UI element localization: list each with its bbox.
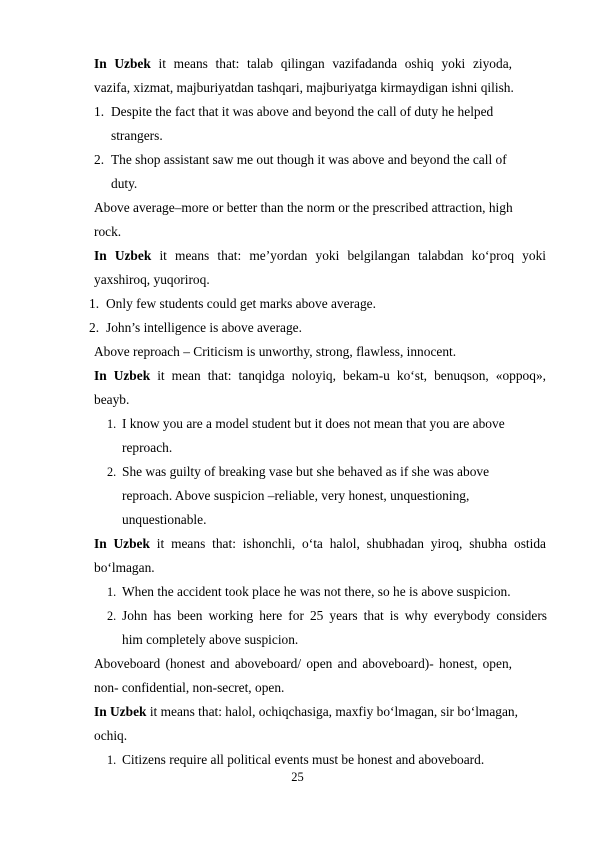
- list-item-text: The shop assistant saw me out though it was above and beyond the call of: [111, 152, 507, 167]
- paragraph-line: non- confidential, non-secret, open.: [94, 680, 285, 695]
- list-item-text: She was guilty of breaking vase but she behaved as if she was above: [122, 464, 490, 479]
- list-item-text: John has been working here for 25 years that is why everybody considers: [122, 608, 547, 623]
- list-item-text: When the accident took place he was not there, so he is above suspicion.: [122, 584, 511, 599]
- paragraph-text: it means that: ishonchli, o‘ta halol, shubhadan yiroq, shubha ostida: [149, 536, 546, 551]
- paragraph-text: it means that: me’yordan yoki belgilangan talabdan ko‘proq yoki: [151, 248, 546, 263]
- list-item-text: unquestionable.: [122, 512, 207, 527]
- list-item-text: duty.: [111, 176, 138, 191]
- paragraph-line: rock.: [94, 224, 122, 239]
- list-item-text: John’s intelligence is above average.: [106, 320, 302, 335]
- list-number: 1.: [94, 104, 105, 119]
- paragraph-line: ochiq.: [94, 728, 128, 743]
- paragraph-line: [94, 248, 546, 264]
- list-item-text: I know you are a model student but it does not mean that you are above: [122, 416, 505, 431]
- paragraph-text: it mean that: tanqidga noloyiq, bekam-u ko‘st, benuqson, «oppoq»,: [150, 368, 546, 383]
- paragraph-line: [94, 536, 546, 552]
- list-item-text: reproach. Above suspicion –reliable, very honest, unquestioning,: [122, 488, 470, 503]
- in-uzbek-label: In Uzbek: [94, 368, 151, 383]
- list-item-text: strangers.: [111, 128, 163, 143]
- in-uzbek-label: In Uzbek: [94, 536, 150, 551]
- list-number: 1.: [107, 417, 117, 431]
- list-number: 2.: [107, 609, 117, 623]
- list-item-text: Citizens require all political events must be honest and aboveboard.: [122, 752, 485, 767]
- paragraph-line: [94, 368, 546, 384]
- paragraph-line: Above reproach – Criticism is unworthy, strong, flawless, innocent.: [94, 344, 457, 359]
- list-item-text: reproach.: [122, 440, 173, 455]
- list-number: 2.: [89, 320, 100, 335]
- list-item-text: Despite the fact that it was above and beyond the call of duty he helped: [111, 104, 494, 119]
- list-item-text: Only few students could get marks above average.: [106, 296, 376, 311]
- list-number: 2.: [94, 152, 105, 167]
- list-item-text: him completely above suspicion.: [122, 632, 299, 647]
- paragraph-line: yaxshiroq, yuqoriroq.: [94, 272, 210, 287]
- page-number: 25: [291, 770, 304, 784]
- paragraph-text: it means that: talab qilingan vazifadanda oshiq yoki ziyoda,: [150, 56, 512, 71]
- paragraph-line: Aboveboard (honest and aboveboard/ open and aboveboard)- honest, open,: [94, 656, 512, 671]
- in-uzbek-label: In Uzbek: [94, 56, 151, 71]
- list-number: 1.: [89, 296, 100, 311]
- in-uzbek-label: In Uzbek: [94, 704, 147, 719]
- paragraph-line: [94, 56, 512, 72]
- paragraph-line: Above average–more or better than the norm or the prescribed attraction, high: [94, 200, 513, 215]
- paragraph-line: vazifa, xizmat, majburiyatdan tashqari, majburiyatga kirmaydigan ishni qilish.: [94, 80, 514, 95]
- in-uzbek-label: In Uzbek: [94, 248, 152, 263]
- list-number: 2.: [107, 465, 117, 479]
- paragraph-line: beayb.: [94, 392, 130, 407]
- paragraph-line: [94, 704, 518, 720]
- list-number: 1.: [107, 585, 117, 599]
- paragraph-line: bo‘lmagan.: [94, 560, 155, 575]
- list-number: 1.: [107, 753, 117, 767]
- paragraph-text: it means that: halol, ochiqchasiga, maxfiy bo‘lmagan, sir bo‘lmagan,: [146, 704, 518, 719]
